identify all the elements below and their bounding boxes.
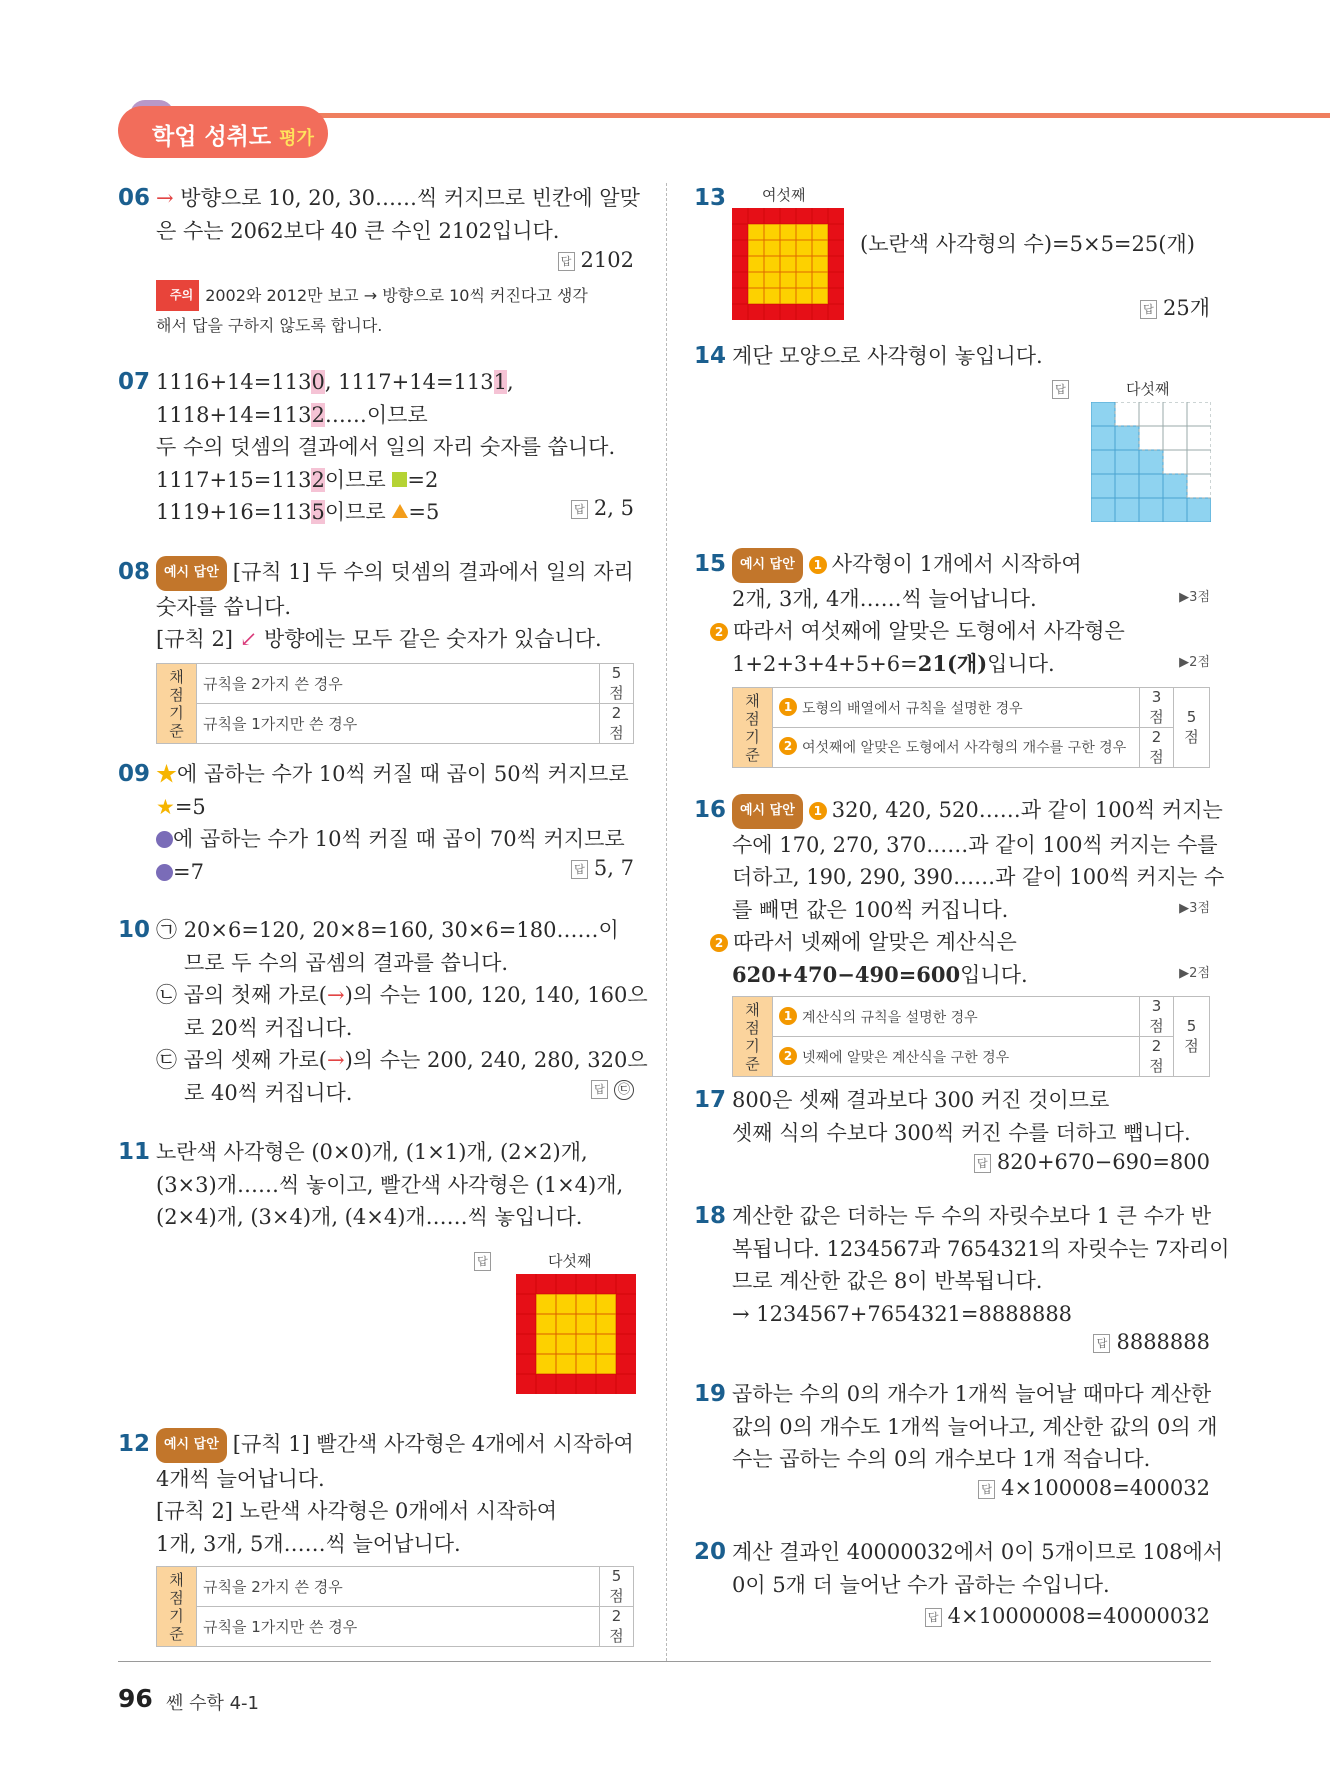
step-2-icon: 2 bbox=[779, 1047, 797, 1065]
scoring-label: 채점 기준 bbox=[157, 1567, 197, 1647]
problem-number: 16 bbox=[694, 797, 727, 823]
answer-mark-icon: 답 bbox=[571, 860, 588, 879]
problem-16 bbox=[694, 794, 1225, 991]
problem-10 bbox=[118, 914, 648, 1109]
scoring-points: 5점 bbox=[600, 1567, 634, 1607]
column-divider bbox=[666, 183, 667, 1661]
answer-19 bbox=[978, 1476, 1210, 1500]
answer-value: 25개 bbox=[1162, 296, 1210, 320]
solution-line: 2개, 3개, 4개……씩 늘어납니다. bbox=[732, 586, 1037, 611]
answer-value: 5, 7 bbox=[593, 856, 634, 880]
text: 이므로 bbox=[324, 500, 393, 524]
solution-line: 셋째 식의 수보다 300씩 커진 수를 더하고 뺍니다. bbox=[732, 1120, 1191, 1145]
text: )의 수는 200, 240, 280, 320으 bbox=[344, 1048, 648, 1072]
note-line: 해서 답을 구하지 않도록 합니다. bbox=[156, 316, 383, 335]
text: 따라서 넷째에 알맞은 계산식은 bbox=[733, 930, 1017, 954]
example-answer-tag: 예시 답안 bbox=[732, 794, 803, 829]
solution-line: 계산 결과인 40000032에서 0이 5개이므로 108에서 bbox=[732, 1540, 1224, 1564]
step-points: ▶2점 bbox=[1179, 966, 1210, 981]
answer-mark-icon: 답 bbox=[1052, 380, 1069, 399]
text: 1117+15=113 bbox=[156, 467, 312, 492]
answer-07 bbox=[571, 496, 634, 520]
scoring-table-16 bbox=[732, 996, 1210, 1077]
step-1-icon: 1 bbox=[779, 1007, 797, 1025]
text: 1119+16=113 bbox=[156, 500, 312, 524]
solution-line: 1개, 3개, 5개……씩 늘어납니다. bbox=[156, 1531, 461, 1556]
scoring-criterion: 규칙을 2가지 쓴 경우 bbox=[197, 664, 600, 704]
solution-line: 노란색 사각형은 (0×0)개, (1×1)개, (2×2)개, bbox=[156, 1140, 588, 1164]
book-title: 쎈 수학 4-1 bbox=[166, 1693, 260, 1714]
step-1-icon: 1 bbox=[779, 698, 797, 716]
problem-number: 08 bbox=[118, 559, 151, 585]
text: 620+470−490=600 bbox=[732, 961, 961, 987]
answer-value: ㉢ bbox=[614, 1080, 634, 1100]
problem-number: 06 bbox=[118, 185, 151, 211]
problem-18 bbox=[694, 1200, 1230, 1330]
answer-value: 8888888 bbox=[1116, 1330, 1210, 1354]
marker: ㉢ bbox=[156, 1048, 177, 1072]
problem-06 bbox=[118, 182, 640, 247]
solution-line: 계단 모양으로 사각형이 놓입니다. bbox=[732, 344, 1043, 368]
text: 320, 420, 520……과 같이 100씩 커지는 bbox=[831, 798, 1223, 822]
scoring-points: 2점 bbox=[1140, 728, 1174, 768]
answer-value: 820+670−690=800 bbox=[996, 1150, 1210, 1174]
solution-line: (3×3)개……씩 놓이고, 빨간색 사각형은 (1×4)개, bbox=[156, 1172, 624, 1197]
solution-line: [규칙 2] 노란색 사각형은 0개에서 시작하여 bbox=[156, 1499, 558, 1523]
note-line: 2002와 2012만 보고 → 방향으로 10씩 커진다고 생각 bbox=[205, 286, 588, 305]
right-arrow-icon: → bbox=[156, 186, 174, 210]
solution-line: 0이 5개 더 늘어난 수가 곱하는 수입니다. bbox=[732, 1572, 1110, 1597]
solution-line: 은 수는 2062보다 40 큰 수인 2102입니다. bbox=[156, 218, 560, 243]
text: 입니다. bbox=[987, 651, 1055, 676]
problem-number: 20 bbox=[694, 1539, 727, 1565]
text: 방향에는 모두 같은 숫자가 있습니다. bbox=[263, 627, 602, 651]
purple-circle-icon bbox=[156, 831, 173, 848]
marker: ㉠ bbox=[156, 918, 177, 942]
scoring-table-08 bbox=[156, 663, 634, 744]
solution-line: → 1234567+7654321=8888888 bbox=[732, 1301, 1073, 1326]
orange-triangle-icon bbox=[392, 504, 408, 518]
answer-value: 2, 5 bbox=[593, 496, 634, 520]
text: , bbox=[507, 370, 514, 394]
scoring-label: 채점 기준 bbox=[733, 688, 773, 768]
marker: ㉡ bbox=[156, 983, 177, 1007]
badge-title-accent: 평가 bbox=[279, 128, 314, 149]
badge-title-main: 학업 성취도 bbox=[152, 124, 272, 150]
step-1-icon: 1 bbox=[809, 556, 827, 574]
step-2-icon: 2 bbox=[779, 737, 797, 755]
figure-caption: 다섯째 bbox=[1126, 380, 1170, 398]
answer-mark-icon: 답 bbox=[974, 1154, 991, 1173]
answer-value: 4×10000008=40000032 bbox=[947, 1604, 1210, 1628]
solution-line: (2×4)개, (3×4)개, (4×4)개……씩 놓입니다. bbox=[156, 1205, 583, 1229]
scoring-points: 2점 bbox=[600, 704, 634, 744]
text: 이므로 bbox=[324, 467, 393, 492]
solution-line: 값의 0의 개수도 1개씩 늘어나고, 계산한 값의 0의 개 bbox=[732, 1414, 1218, 1439]
problem-number: 07 bbox=[118, 369, 151, 395]
problem-07 bbox=[118, 366, 636, 529]
solution-line: [규칙 1] 두 수의 덧셈의 결과에서 일의 자리 bbox=[232, 560, 634, 584]
problem-15 bbox=[694, 548, 1210, 680]
solution-line: (노란색 사각형의 수)=5×5=25(개) bbox=[860, 232, 1195, 256]
problem-11 bbox=[118, 1136, 636, 1234]
text: 곱의 첫째 가로( bbox=[183, 983, 327, 1007]
purple-circle-icon bbox=[156, 864, 173, 881]
text: 1118+14=113 bbox=[156, 402, 312, 427]
solution-line: 4개씩 늘어납니다. bbox=[156, 1466, 325, 1491]
green-square-icon bbox=[392, 472, 407, 487]
right-arrow-icon: → bbox=[326, 983, 345, 1007]
problem-09 bbox=[118, 758, 636, 888]
footer-rule bbox=[118, 1661, 1211, 1662]
scoring-criterion: 규칙을 1가지만 쓴 경우 bbox=[197, 704, 600, 744]
solution-line: 방향으로 10, 20, 30……씩 커지므로 빈칸에 알맞 bbox=[180, 186, 640, 210]
problem-number: 18 bbox=[694, 1203, 727, 1229]
answer-20 bbox=[925, 1604, 1210, 1628]
star-icon: ★ bbox=[156, 762, 177, 786]
red-yellow-square-figure bbox=[516, 1274, 636, 1394]
text: =7 bbox=[173, 859, 204, 884]
text: 따라서 여섯째에 알맞은 도형에서 사각형은 bbox=[733, 619, 1125, 643]
example-answer-tag: 예시 답안 bbox=[156, 556, 227, 591]
scoring-points: 3점 bbox=[1140, 688, 1174, 728]
step-points: ▶2점 bbox=[1179, 655, 1210, 670]
solution-line: 두 수의 덧셈의 결과에서 일의 자리 숫자를 씁니다. bbox=[156, 435, 616, 459]
example-answer-tag: 예시 답안 bbox=[156, 1428, 227, 1463]
scoring-points: 3점 bbox=[1140, 997, 1174, 1037]
problem-20 bbox=[694, 1536, 1224, 1601]
text: =2 bbox=[407, 467, 439, 492]
text: 21(개) bbox=[917, 650, 988, 676]
answer-18 bbox=[1093, 1330, 1210, 1354]
answer-value: 2102 bbox=[580, 248, 634, 272]
highlight-digit: 2 bbox=[311, 402, 325, 427]
figure-grid bbox=[732, 208, 844, 320]
problem-17 bbox=[694, 1084, 1210, 1149]
scoring-table-12 bbox=[156, 1566, 634, 1647]
solution-line: 곱하는 수의 0의 개수가 1개씩 늘어날 때마다 계산한 bbox=[732, 1382, 1212, 1406]
solution-line: 므로 계산한 값은 8이 반복됩니다. bbox=[732, 1269, 1043, 1293]
text: 곱의 셋째 가로( bbox=[183, 1048, 327, 1072]
text: , 1117+14=113 bbox=[324, 370, 494, 394]
header-rule bbox=[300, 113, 1330, 118]
text: =5 bbox=[174, 794, 206, 819]
solution-line: 수에 170, 270, 370……과 같이 100씩 커지는 수를 bbox=[732, 832, 1218, 857]
answer-mark-icon: 답 bbox=[474, 1252, 491, 1271]
figure-caption: 여섯째 bbox=[762, 186, 806, 204]
answer-mark-icon: 답 bbox=[1093, 1334, 1110, 1353]
solution-line: 므로 두 수의 곱셈의 결과를 씁니다. bbox=[184, 950, 509, 975]
text: [규칙 2] bbox=[156, 627, 233, 651]
problem-12 bbox=[118, 1428, 636, 1560]
problem-number: 10 bbox=[118, 917, 151, 943]
badge-title bbox=[152, 118, 314, 151]
answer-value: 4×100008=400032 bbox=[1001, 1476, 1210, 1500]
text: )의 수는 100, 120, 140, 160으 bbox=[344, 983, 648, 1007]
highlight-digit: 0 bbox=[311, 370, 325, 394]
solution-line: 를 빼면 값은 100씩 커집니다. bbox=[732, 897, 1009, 922]
scoring-criterion: 규칙을 1가지만 쓴 경우 bbox=[197, 1607, 600, 1647]
problem-number: 15 bbox=[694, 551, 727, 577]
text: 도형의 배열에서 규칙을 설명한 경우 bbox=[802, 700, 1023, 717]
solution-line: 로 40씩 커집니다. bbox=[184, 1080, 353, 1105]
solution-line: 더하고, 190, 290, 390……과 같이 100씩 커지는 수 bbox=[732, 865, 1225, 889]
solution-line: 숫자를 씁니다. bbox=[156, 594, 292, 619]
problem-14 bbox=[694, 340, 1210, 373]
figure-grid bbox=[516, 1274, 636, 1394]
diagonal-arrow-icon: ↙ bbox=[239, 627, 258, 651]
page-number: 96 bbox=[118, 1684, 153, 1713]
staircase-figure bbox=[1091, 402, 1211, 522]
scoring-table-15 bbox=[732, 687, 1210, 768]
text: 계산식의 규칙을 설명한 경우 bbox=[802, 1009, 978, 1026]
text: 여섯째에 알맞은 도형에서 사각형의 개수를 구한 경우 bbox=[802, 740, 1127, 756]
text: 1+2+3+4+5+6= bbox=[732, 651, 918, 676]
solution-line: 계산한 값은 더하는 두 수의 자릿수보다 1 큰 수가 반 bbox=[732, 1204, 1212, 1228]
red-yellow-square-figure bbox=[732, 208, 844, 320]
answer-09 bbox=[571, 856, 634, 880]
scoring-label: 채점 기준 bbox=[733, 997, 773, 1077]
highlight-digit: 2 bbox=[311, 467, 325, 492]
text: =5 bbox=[408, 500, 440, 524]
scoring-total: 5점 bbox=[1174, 688, 1210, 768]
step-points: ▶3점 bbox=[1179, 901, 1210, 916]
answer-mark-icon: 답 bbox=[925, 1608, 942, 1627]
caution-tag: 주의 bbox=[156, 280, 199, 311]
solution-line: 복됩니다. 1234567과 7654321의 자릿수는 7자리이 bbox=[732, 1236, 1230, 1261]
highlight-digit: 1 bbox=[493, 370, 507, 394]
text: 입니다. bbox=[960, 962, 1028, 987]
solution-line: 800은 셋째 결과보다 300 커진 것이므로 bbox=[732, 1088, 1110, 1112]
problem-13-text bbox=[860, 228, 1195, 261]
answer-mark-icon: 답 bbox=[571, 500, 588, 519]
answer-06 bbox=[558, 248, 634, 272]
answer-mark-icon: 답 bbox=[558, 252, 575, 271]
text: 1116+14=113 bbox=[156, 370, 312, 394]
scoring-points: 2점 bbox=[600, 1607, 634, 1647]
problem-number: 11 bbox=[118, 1139, 151, 1165]
solution-line: 수는 곱하는 수의 0의 개수보다 1개 적습니다. bbox=[732, 1447, 1151, 1471]
problem-number: 13 bbox=[694, 185, 727, 211]
solution-line: 로 20씩 커집니다. bbox=[184, 1015, 353, 1040]
answer-mark-icon: 답 bbox=[978, 1480, 995, 1499]
step-2-icon: 2 bbox=[710, 934, 728, 952]
text: 20×6=120, 20×8=160, 30×6=180……이 bbox=[183, 918, 619, 942]
text: 에 곱하는 수가 10씩 커질 때 곱이 70씩 커지므로 bbox=[173, 827, 625, 851]
answer-mark-icon: 답 bbox=[1140, 300, 1157, 319]
answer-13 bbox=[1140, 292, 1210, 322]
text: ……이므로 bbox=[324, 402, 428, 427]
step-1-icon: 1 bbox=[809, 802, 827, 820]
right-arrow-icon: → bbox=[326, 1048, 345, 1072]
problem-number: 14 bbox=[694, 343, 727, 369]
scoring-points: 5점 bbox=[600, 664, 634, 704]
caution-note bbox=[156, 280, 636, 340]
figure-caption: 다섯째 bbox=[548, 1252, 592, 1270]
scoring-criterion: 규칙을 2가지 쓴 경우 bbox=[197, 1567, 600, 1607]
solution-line: [규칙 1] 빨간색 사각형은 4개에서 시작하여 bbox=[232, 1432, 634, 1456]
step-2-icon: 2 bbox=[710, 623, 728, 641]
text: 넷째에 알맞은 계산식을 구한 경우 bbox=[802, 1049, 1010, 1066]
problem-19 bbox=[694, 1378, 1218, 1476]
star-icon: ★ bbox=[156, 794, 175, 819]
problem-number: 09 bbox=[118, 761, 151, 787]
scoring-points: 2점 bbox=[1140, 1037, 1174, 1077]
step-points: ▶3점 bbox=[1179, 590, 1210, 605]
answer-10 bbox=[591, 1076, 634, 1100]
text: 에 곱하는 수가 10씩 커질 때 곱이 50씩 커지므로 bbox=[177, 762, 629, 786]
scoring-label: 채점 기준 bbox=[157, 664, 197, 744]
problem-number: 17 bbox=[694, 1087, 727, 1113]
answer-mark-icon: 답 bbox=[591, 1080, 608, 1099]
example-answer-tag: 예시 답안 bbox=[732, 548, 803, 583]
section-badge bbox=[118, 98, 333, 162]
answer-17 bbox=[974, 1150, 1210, 1174]
problem-08 bbox=[118, 556, 636, 656]
problem-number: 19 bbox=[694, 1381, 727, 1407]
problem-number: 12 bbox=[118, 1431, 151, 1457]
text: 사각형이 1개에서 시작하여 bbox=[831, 552, 1082, 576]
scoring-total: 5점 bbox=[1174, 997, 1210, 1077]
highlight-digit: 5 bbox=[311, 500, 325, 524]
